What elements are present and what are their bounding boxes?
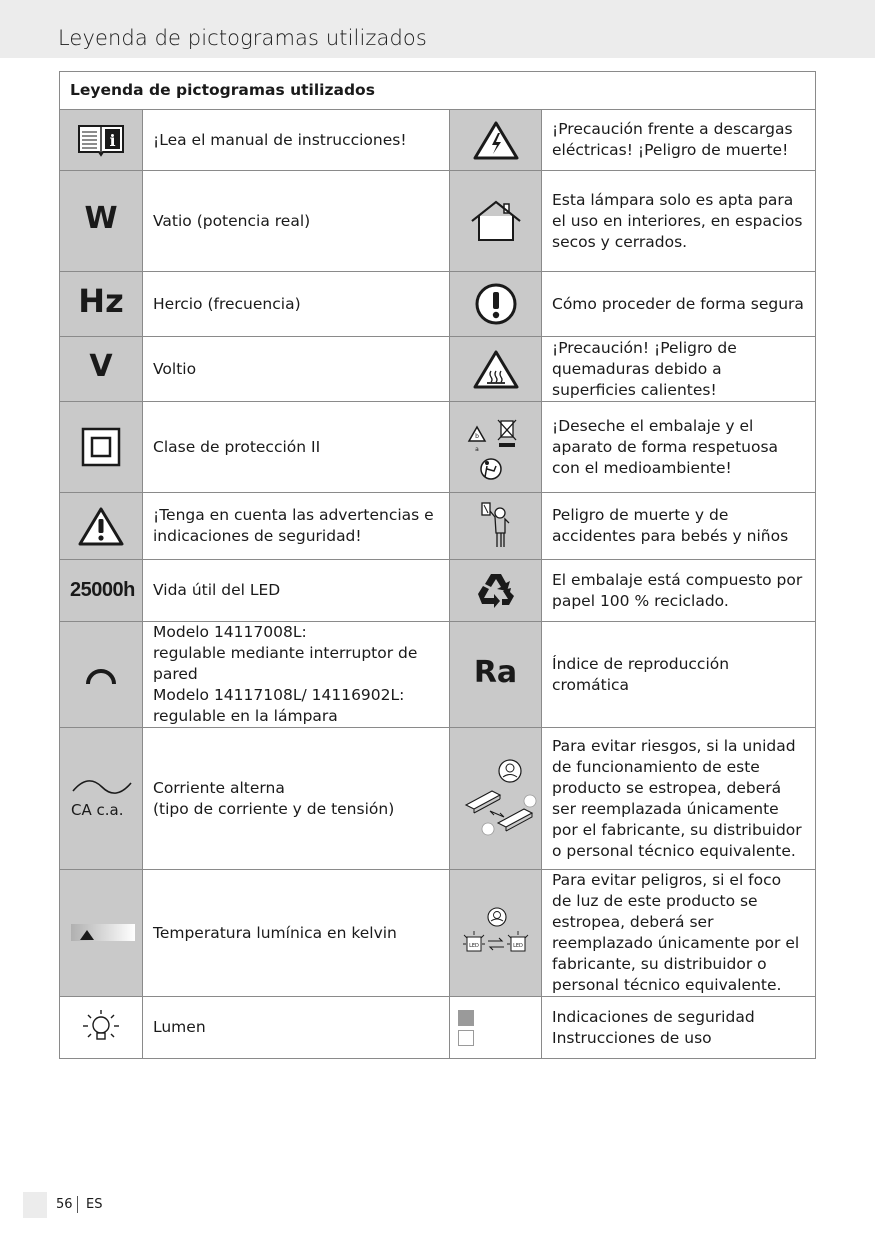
footer-divider xyxy=(77,1196,78,1213)
table-row xyxy=(60,272,816,337)
table-row xyxy=(60,337,816,402)
page-number: 56 xyxy=(56,1197,73,1212)
svg-text:LED: LED xyxy=(512,943,523,949)
legend-text: Temperatura lumínica en kelvin xyxy=(143,870,450,997)
table-row xyxy=(60,728,816,870)
recycle-icon xyxy=(450,560,542,622)
legend-text-multiline: Indicaciones de seguridad Instrucciones de uso xyxy=(542,997,816,1059)
legend-text: ¡Lea el manual de instrucciones! xyxy=(143,110,450,171)
legend-text: Cómo proceder de forma segura xyxy=(542,272,816,337)
legend-text: Clase de protección II xyxy=(143,402,450,493)
manual-info-icon xyxy=(60,110,143,171)
table-row xyxy=(60,622,816,728)
page-number-tab xyxy=(23,1192,47,1218)
usage-square-icon xyxy=(458,1030,474,1046)
legend-squares-icon xyxy=(450,997,542,1059)
legend-text: Vatio (potencia real) xyxy=(143,171,450,272)
svg-text:LED: LED xyxy=(468,943,479,949)
safety-square-icon xyxy=(458,1010,474,1026)
lumen-bulb-icon xyxy=(60,997,143,1059)
legend-text: Voltio xyxy=(143,337,450,402)
table-row xyxy=(60,110,816,171)
table-row xyxy=(60,997,816,1059)
alternating-current-icon: CA c.a. xyxy=(60,728,143,870)
table-heading: Leyenda de pictogramas utilizados xyxy=(60,72,816,110)
warning-triangle-icon xyxy=(60,493,143,560)
legend-text: Peligro de muerte y de accidentes para bebés y niños xyxy=(542,493,816,560)
legend-text: ¡Precaución frente a descargas eléctricas! ¡Peligro de muerte! xyxy=(542,110,816,171)
volt-icon: V xyxy=(60,337,143,402)
legend-text-multiline: Corriente alterna (tipo de corriente y de tensión) xyxy=(143,728,450,870)
ra-index-icon: Ra xyxy=(450,622,542,728)
table-row xyxy=(60,493,816,560)
table-row xyxy=(60,171,816,272)
table-row xyxy=(60,402,816,493)
hertz-icon: Hz xyxy=(60,272,143,337)
hot-surface-warning-icon xyxy=(450,337,542,402)
legend-text: ¡Deseche el embalaje y el aparato de forma respetuosa con el medioambiente! xyxy=(542,402,816,493)
legend-text: El embalaje está compuesto por papel 100 % reciclado. xyxy=(542,560,816,622)
table-heading-row xyxy=(60,72,816,110)
disposal-recycling-icon xyxy=(450,402,542,493)
dimmer-icon xyxy=(60,622,143,728)
house-indoor-icon xyxy=(450,171,542,272)
watt-icon: W xyxy=(60,171,143,272)
legend-text: Hercio (frecuencia) xyxy=(143,272,450,337)
child-danger-icon xyxy=(450,493,542,560)
pictogram-legend-table xyxy=(59,71,816,1059)
legend-text: Esta lámpara solo es apta para el uso en interiores, en espacios secos y cerrados. xyxy=(542,171,816,272)
legend-text: Lumen xyxy=(143,997,450,1059)
legend-text: Para evitar riesgos, si la unidad de funcionamiento de este producto se estropea, deberá ser reemplazada únicamente por el fabricante, su distribuidor o personal técnico equivalente. xyxy=(542,728,816,870)
protection-class-ii-icon xyxy=(60,402,143,493)
led-replacement-icon xyxy=(450,870,542,997)
legend-text: ¡Precaución! ¡Peligro de quemaduras debido a superficies calientes! xyxy=(542,337,816,402)
legend-text: ¡Tenga en cuenta las advertencias e indicaciones de seguridad! xyxy=(143,493,450,560)
page-header-band xyxy=(0,0,875,58)
legend-text: Para evitar peligros, si el foco de luz de este producto se estropea, deberá ser reemplazado únicamente por el fabricante, su distribuidor o personal técnico equivalente. xyxy=(542,870,816,997)
legend-text: Índice de reproducción cromática xyxy=(542,622,816,728)
led-lifetime-icon: 25000h xyxy=(60,560,143,622)
table-row xyxy=(60,870,816,997)
legend-text: Vida útil del LED xyxy=(143,560,450,622)
driver-replacement-icon xyxy=(450,728,542,870)
table-row xyxy=(60,560,816,622)
svg-text:i: i xyxy=(109,131,116,150)
kelvin-temperature-icon xyxy=(60,870,143,997)
svg-text:a: a xyxy=(474,446,479,453)
page-title: Leyenda de pictogramas utilizados xyxy=(58,26,427,50)
electric-shock-warning-icon xyxy=(450,110,542,171)
language-code: ES xyxy=(86,1197,103,1212)
legend-text-multiline: Modelo 14117008L: regulable mediante interruptor de pared Modelo 14117108L/ 14116902L: regulable en la lámpara xyxy=(143,622,450,728)
exclamation-circle-icon xyxy=(450,272,542,337)
svg-text:b: b xyxy=(474,433,479,440)
